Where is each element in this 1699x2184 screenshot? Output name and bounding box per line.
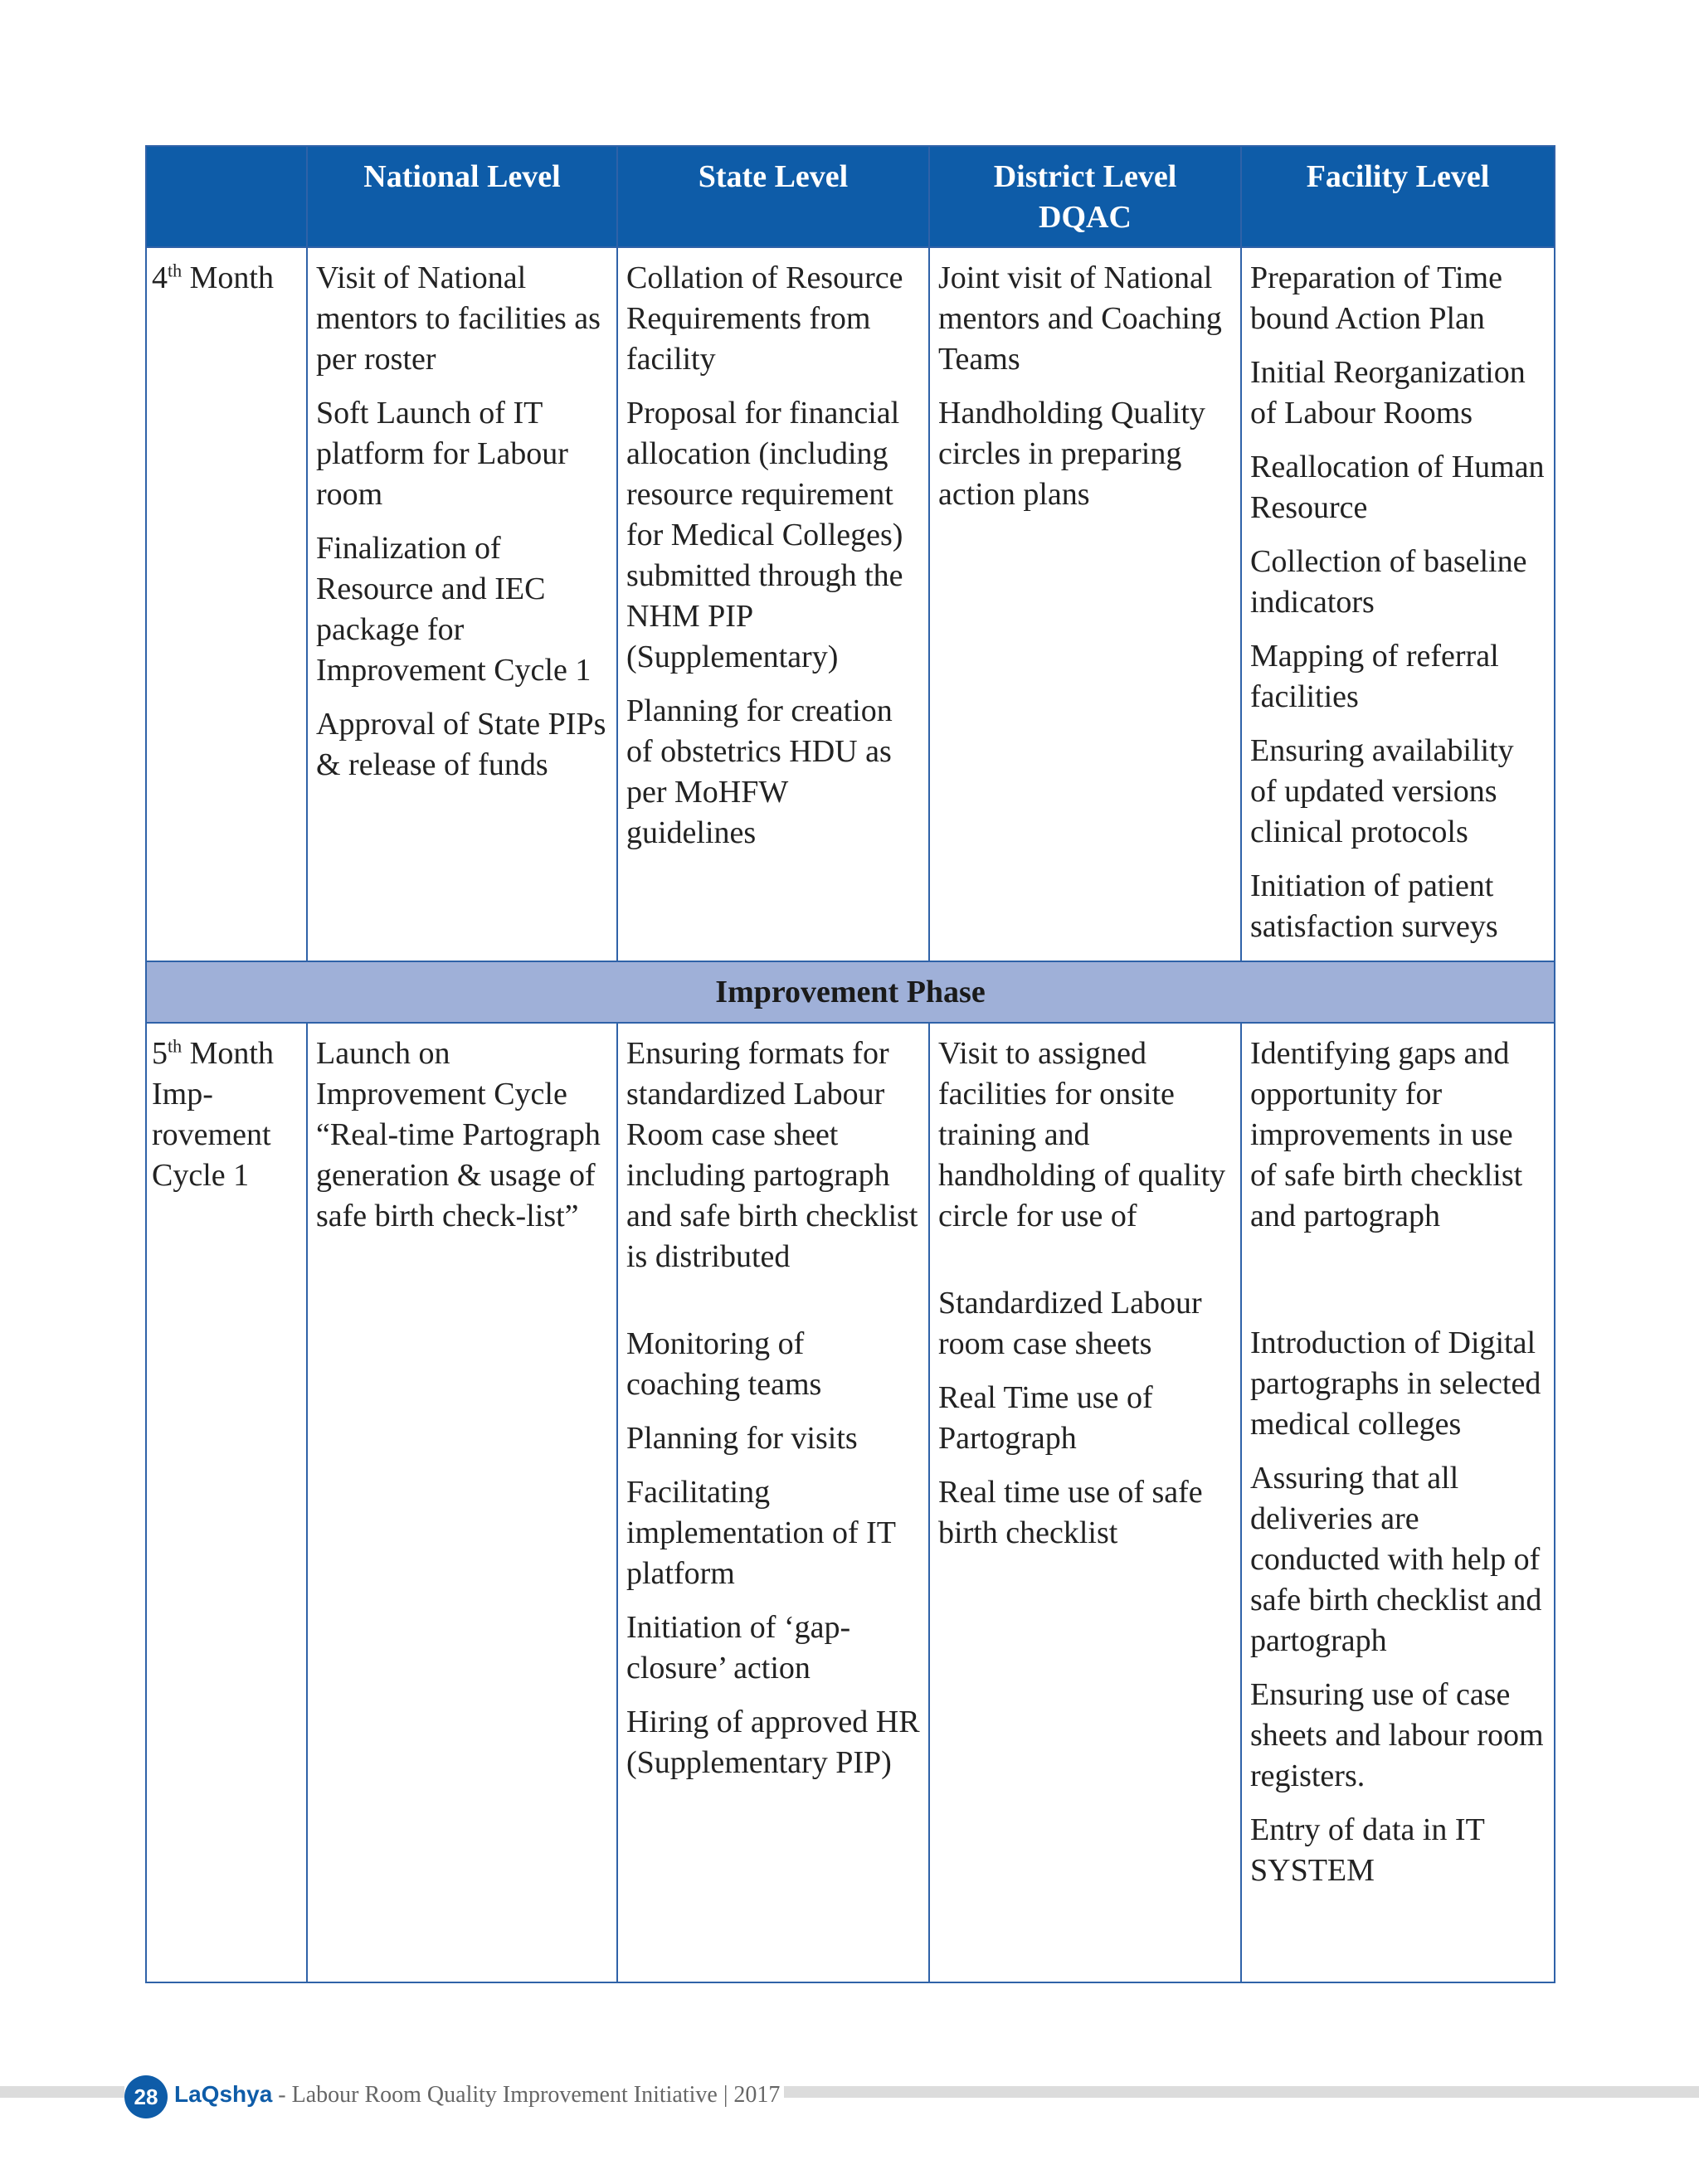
cell-item: Joint visit of National mentors and Coaching Teams	[938, 260, 1222, 377]
cell-item: Initial Reorganization of Labour Rooms	[1250, 355, 1526, 430]
header-district-level	[929, 146, 1241, 247]
cell-item: Introduction of Digital partographs in selected medical colleges	[1250, 1325, 1541, 1442]
cell-item: Assuring that all deliveries are conducted with help of safe birth checklist and partograph	[1250, 1461, 1542, 1658]
cell-item: Standardized Labour room case sheets	[938, 1286, 1202, 1361]
cell-item: Hiring of approved HR (Supplementary PIP)	[626, 1705, 920, 1780]
cell-item: Identifying gaps and opportunity for improvements in use of safe birth checklist and partograph	[1250, 1036, 1523, 1233]
footer-text	[174, 2078, 780, 2112]
cell-item: Proposal for financial allocation (including resource requirement for Medical Colleges) submitted through the NHM PIP (Supplementary)	[626, 396, 903, 674]
national-cell	[307, 1023, 617, 1982]
page-number-badge: 28	[124, 2075, 168, 2118]
cell-item: Collection of baseline indicators	[1250, 544, 1527, 620]
cell-item: Initiation of patient satisfaction surveys	[1250, 868, 1498, 944]
phase-row	[146, 961, 1555, 1023]
state-cell	[617, 1023, 929, 1982]
header-district-line1: District Level	[993, 159, 1177, 194]
row-5th-month	[146, 1023, 1555, 1982]
row-label: 4th Month	[146, 247, 307, 961]
cell-item: Preparation of Time bound Action Plan	[1250, 260, 1502, 336]
header-empty	[146, 146, 307, 247]
cell-item: Entry of data in IT SYSTEM	[1250, 1812, 1485, 1888]
cell-item: Collation of Resource Requirements from facility	[626, 260, 903, 377]
cell-item: Monitoring of coaching teams	[626, 1326, 822, 1402]
footer-rule-left	[0, 2086, 124, 2098]
row-label: 5th Month Imp- rovement Cycle 1	[146, 1023, 307, 1982]
cell-item: Finalization of Resource and IEC package for Improvement Cycle 1	[316, 531, 591, 688]
cell-item: Handholding Quality circles in preparing action plans	[938, 396, 1205, 512]
cell-item: Real Time use of Partograph	[938, 1380, 1153, 1456]
cell-item: Planning for visits	[626, 1421, 858, 1456]
cell-item: Ensuring availability of updated versions clinical protocols	[1250, 733, 1514, 849]
cell-item: Launch on Improvement Cycle “Real-time Partograph generation & usage of safe birth check-list”	[316, 1036, 601, 1233]
header-district-line2: DQAC	[1039, 200, 1132, 235]
cell-item: Visit to assigned facilities for onsite training and handholding of quality circle for use of	[938, 1036, 1226, 1233]
cell-item: Facilitating implementation of IT platform	[626, 1475, 896, 1591]
state-cell	[617, 247, 929, 961]
cell-item: Mapping of referral facilities	[1250, 639, 1499, 714]
cell-item: Planning for creation of obstetrics HDU as per MoHFW guidelines	[626, 693, 893, 850]
implementation-timeline-table	[145, 145, 1555, 1983]
national-cell	[307, 247, 617, 961]
district-cell	[929, 247, 1241, 961]
facility-cell	[1241, 1023, 1555, 1982]
cell-item: Real time use of safe birth checklist	[938, 1475, 1203, 1550]
header-state-level: State Level	[617, 146, 929, 247]
brand-name: LaQshya	[174, 2081, 273, 2107]
phase-title: Improvement Phase	[146, 961, 1555, 1023]
header-row	[146, 146, 1555, 247]
cell-item: Soft Launch of IT platform for Labour room	[316, 396, 568, 512]
cell-item: Ensuring use of case sheets and labour room registers.	[1250, 1677, 1544, 1793]
cell-item: Approval of State PIPs & release of funds	[316, 707, 606, 782]
header-facility-level: Facility Level	[1241, 146, 1555, 247]
cell-item: Initiation of ‘gap-closure’ action	[626, 1610, 851, 1685]
facility-cell	[1241, 247, 1555, 961]
footer-rule-right	[784, 2086, 1699, 2098]
footer-title: - Labour Room Quality Improvement Initiative | 2017	[272, 2082, 781, 2108]
header-national-level: National Level	[307, 146, 617, 247]
district-cell	[929, 1023, 1241, 1982]
row-4th-month	[146, 247, 1555, 961]
cell-item: Ensuring formats for standardized Labour Room case sheet including partograph and safe birth checklist is distributed	[626, 1036, 918, 1274]
cell-item: Visit of National mentors to facilities as per roster	[316, 260, 601, 377]
cell-item: Reallocation of Human Resource	[1250, 450, 1545, 525]
